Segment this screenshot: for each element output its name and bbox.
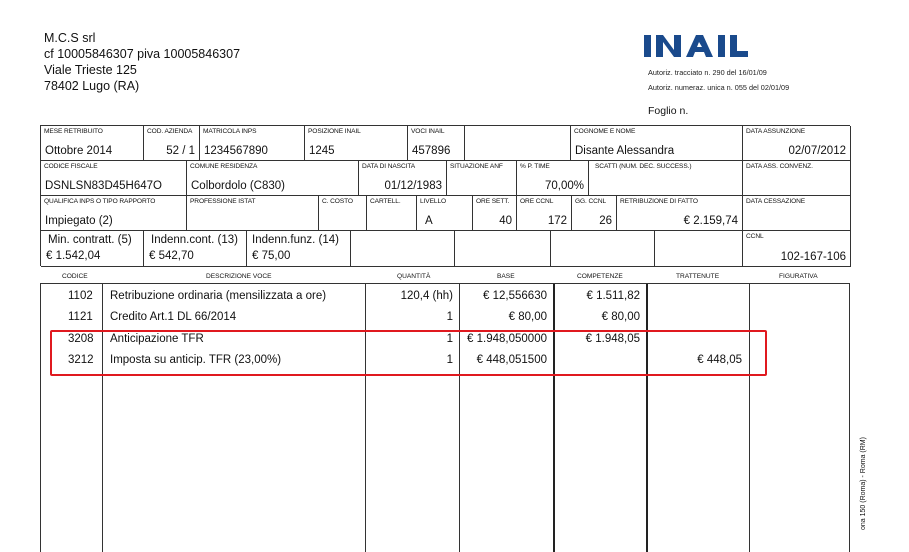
- company-block: [44, 30, 240, 94]
- row-base: € 12,556630: [483, 290, 547, 302]
- label-oresett: ORE SETT.: [476, 198, 510, 205]
- cell-posizione: [305, 126, 408, 161]
- row-descrizione: Anticipazione TFR: [110, 333, 204, 345]
- label-ccnl: CCNL: [746, 233, 764, 240]
- value-oreccnl: 172: [547, 215, 567, 227]
- label-scatti: SCATTI (NUM. DEC. SUCCESS.): [595, 163, 692, 170]
- label-cf: CODICE FISCALE: [44, 163, 98, 170]
- cell-comune: [187, 161, 359, 196]
- value-matricola: 1234567890: [204, 145, 268, 157]
- col-trattenute: TRATTENUTE: [676, 273, 720, 280]
- row-quantita: 1: [446, 333, 453, 345]
- cell-livello: [417, 196, 473, 231]
- authorization-line-2: Autoriz. numeraz. unica n. 055 del 02/01/09: [648, 83, 790, 92]
- cell-voci: [408, 126, 465, 161]
- label-indenn-cont: Indenn.cont. (13): [151, 234, 238, 246]
- col-descrizione: DESCRIZIONE VOCE: [206, 273, 272, 280]
- company-address: Viale Trieste 125: [44, 63, 137, 77]
- row-codice: 3212: [68, 354, 94, 366]
- value-indenn-funz: € 75,00: [252, 250, 291, 262]
- label-posizione: POSIZIONE INAIL: [308, 128, 361, 135]
- cell-ggccnl: [572, 196, 617, 231]
- row-descrizione: Imposta su anticip. TFR (23,00%): [110, 354, 282, 366]
- label-livello: LIVELLO: [420, 198, 447, 205]
- cell-qualifica: [41, 196, 187, 231]
- label-cartell: CARTELL.: [370, 198, 401, 205]
- cell-blank-1: [465, 126, 571, 161]
- cell-anf: [447, 161, 517, 196]
- cell-cartell: [367, 196, 417, 231]
- label-nascita: DATA DI NASCITA: [362, 163, 416, 170]
- cell-ccnl: [743, 231, 851, 267]
- cell-blank-4d: [655, 231, 743, 267]
- value-retrib: € 2.159,74: [683, 215, 738, 227]
- value-qualifica: Impiegato (2): [45, 215, 113, 227]
- value-indenn-cont: € 542,70: [149, 250, 194, 262]
- col-competenze: COMPETENZE: [577, 273, 623, 280]
- row-quantita: 1: [446, 311, 453, 323]
- value-cognome: Disante Alessandra: [575, 145, 675, 157]
- foglio-label: Foglio n.: [648, 105, 689, 117]
- row-competenze: € 1.511,82: [586, 290, 640, 302]
- cell-indenn-funz: [247, 231, 351, 267]
- label-professione: PROFESSIONE ISTAT: [190, 198, 256, 205]
- label-indenn-funz: Indenn.funz. (14): [252, 234, 339, 246]
- label-cessazione: DATA CESSAZIONE: [746, 198, 806, 205]
- value-nascita: 01/12/1983: [384, 180, 442, 192]
- employee-header-grid: [40, 125, 850, 266]
- value-livello: A: [425, 215, 433, 227]
- company-city: 78402 Lugo (RA): [44, 79, 140, 93]
- label-cod-azienda: COD. AZIENDA: [147, 128, 193, 135]
- cell-cognome: [571, 126, 743, 161]
- row-descrizione: Credito Art.1 DL 66/2014: [110, 311, 237, 323]
- cell-assconv: [743, 161, 851, 196]
- label-ptime: % P. TIME: [520, 163, 550, 170]
- row-base: € 80,00: [508, 311, 547, 323]
- cell-ptime: [517, 161, 589, 196]
- label-cognome: COGNOME E NOME: [574, 128, 636, 135]
- row-competenze: € 1.948,05: [585, 333, 640, 345]
- row-codice: 3208: [68, 333, 94, 345]
- cell-oreccnl: [517, 196, 572, 231]
- value-comune: Colbordolo (C830): [191, 180, 285, 192]
- col-codice: CODICE: [62, 273, 88, 280]
- row-competenze: € 80,00: [601, 311, 640, 323]
- value-ccnl: 102-167-106: [780, 251, 846, 263]
- value-mese: Ottobre 2014: [45, 145, 113, 157]
- cell-indenn-cont: [144, 231, 247, 267]
- label-oreccnl: ORE CCNL: [520, 198, 554, 205]
- label-voci: VOCI INAIL: [411, 128, 445, 135]
- company-fiscal: cf 10005846307 piva 10005846307: [44, 47, 241, 61]
- value-cod-azienda: 52 / 1: [166, 145, 195, 157]
- cell-cessazione: [743, 196, 851, 231]
- row-codice: 1121: [68, 311, 93, 323]
- cell-matricola: [200, 126, 305, 161]
- cell-cf: [41, 161, 187, 196]
- value-min-contratt: € 1.542,04: [46, 250, 101, 262]
- cell-oresett: [473, 196, 517, 231]
- table-row: [40, 308, 850, 329]
- row-quantita: 120,4 (hh): [400, 290, 453, 302]
- label-min-contratt: Min. contratt. (5): [48, 234, 132, 246]
- label-qualifica: QUALIFICA INPS O TIPO RAPPORTO: [44, 198, 156, 205]
- label-mese: MESE RETRIBUITO: [44, 128, 103, 135]
- label-matricola: MATRICOLA INPS: [203, 128, 257, 135]
- col-base: BASE: [497, 273, 515, 280]
- inail-logo: [644, 32, 766, 62]
- label-assconv: DATA ASS. CONVENZ.: [746, 163, 813, 170]
- cell-nascita: [359, 161, 447, 196]
- table-row: [40, 287, 850, 308]
- label-assunzione: DATA ASSUNZIONE: [746, 128, 806, 135]
- value-cf: DSNLSN83D45H647O: [45, 180, 162, 192]
- row-base: € 1.948,050000: [467, 333, 547, 345]
- cell-cod-azienda: [144, 126, 200, 161]
- cell-min-contratt: [41, 231, 144, 267]
- cell-professione: [187, 196, 319, 231]
- value-ptime: 70,00%: [544, 180, 584, 192]
- col-quantita: QUANTITÀ: [397, 273, 431, 280]
- row-base: € 448,051500: [476, 354, 547, 366]
- label-comune: COMUNE RESIDENZA: [190, 163, 258, 170]
- value-posizione: 1245: [309, 145, 335, 157]
- cell-assunzione: [743, 126, 851, 161]
- label-ccosto: C. COSTO: [322, 198, 353, 205]
- label-ggccnl: GG. CCNL: [575, 198, 607, 205]
- tfr-highlight-box: [50, 330, 767, 376]
- label-retrib: RETRIBUZIONE DI FATTO: [620, 198, 698, 205]
- cell-mese: [41, 126, 144, 161]
- row-trattenute: € 448,05: [697, 354, 742, 366]
- authorization-line-1: Autoriz. tracciato n. 290 del 16/01/09: [648, 68, 767, 77]
- cell-ccosto: [319, 196, 367, 231]
- cell-blank-4b: [455, 231, 551, 267]
- cell-scatti: [589, 161, 743, 196]
- row-codice: 1102: [68, 290, 93, 302]
- row-descrizione: Retribuzione ordinaria (mensilizzata a ore): [110, 290, 327, 302]
- side-vertical-text: ona 150 (Roma) - Roma (RM): [860, 437, 867, 530]
- cell-blank-4a: [351, 231, 455, 267]
- value-oresett: 40: [499, 215, 512, 227]
- value-assunzione: 02/07/2012: [788, 145, 846, 157]
- cell-retrib: [617, 196, 743, 231]
- value-ggccnl: 26: [599, 215, 612, 227]
- body-top-line: [40, 283, 850, 284]
- value-voci: 457896: [412, 145, 451, 157]
- col-figurativa: FIGURATIVA: [779, 273, 818, 280]
- cell-blank-4c: [551, 231, 655, 267]
- label-anf: SITUAZIONE ANF: [450, 163, 503, 170]
- company-name: M.C.S srl: [44, 31, 96, 45]
- row-quantita: 1: [446, 354, 453, 366]
